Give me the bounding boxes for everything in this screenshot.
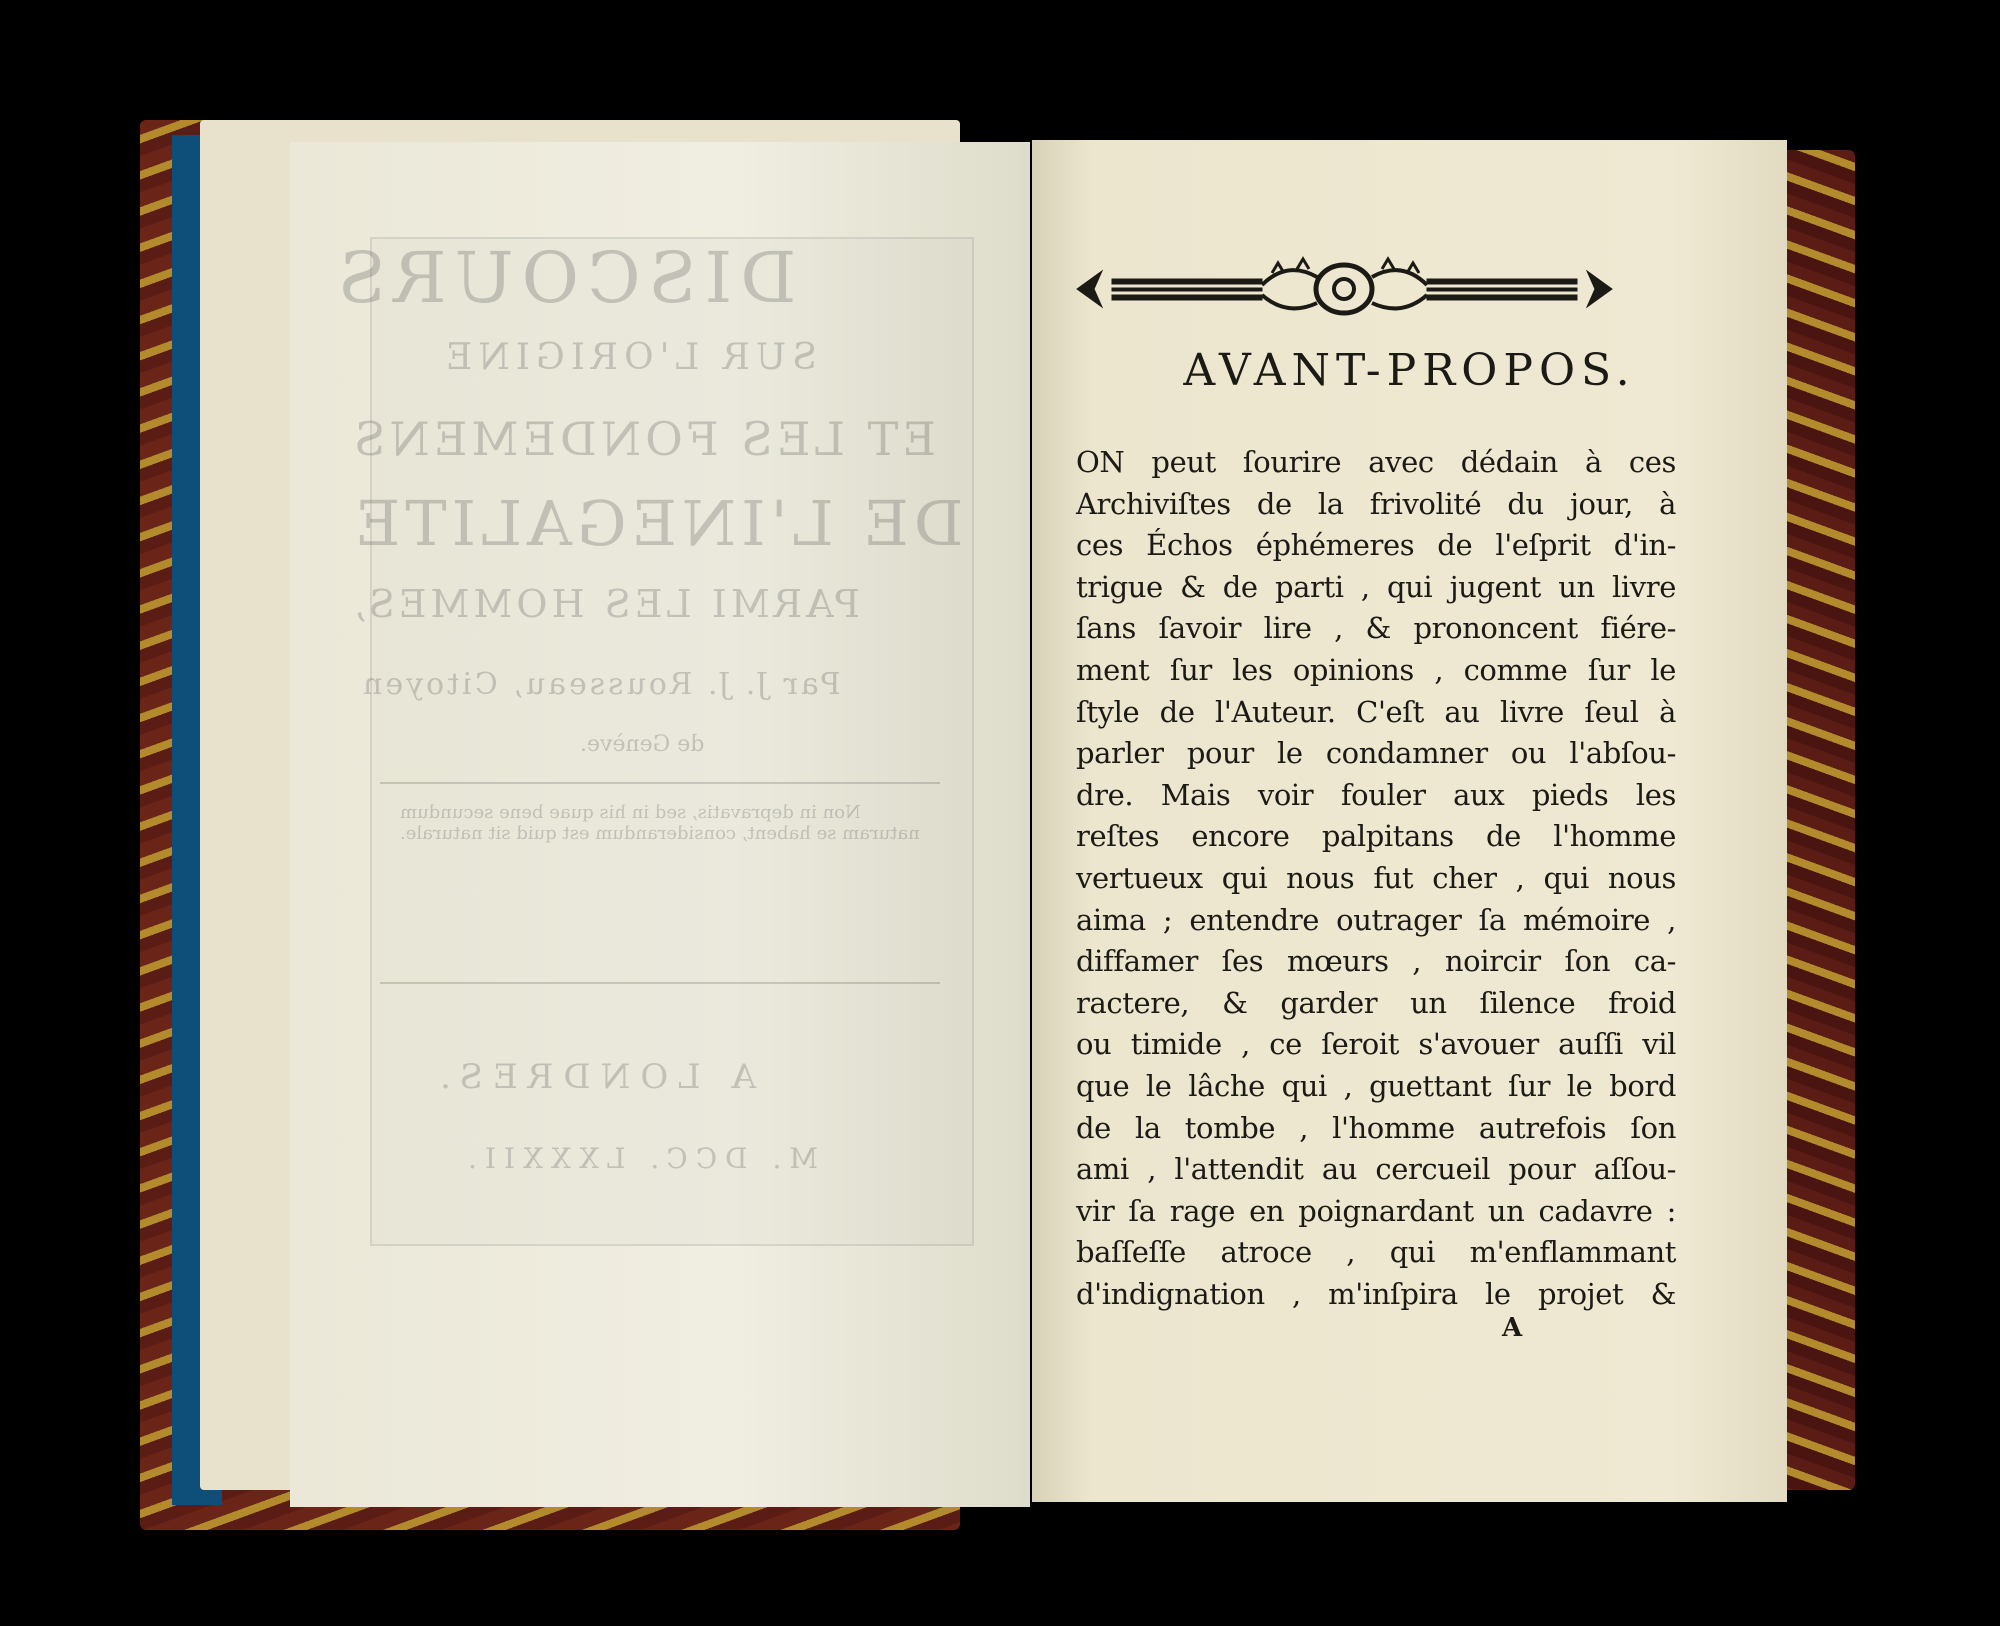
- text-line: ractere, & garder un ſilence froid: [1076, 985, 1676, 1020]
- page-title: AVANT-PROPOS.: [1183, 345, 1636, 396]
- text-line: diffamer ſes mœurs , noircir ſon ca-: [1076, 944, 1676, 979]
- text-line: trigue & de parti , qui jugent un livre: [1076, 569, 1676, 604]
- right-cover-marbled: [1780, 150, 1855, 1490]
- text-line: ami , l'attendit au cercueil pour aſſou-: [1076, 1152, 1676, 1187]
- show-through-line: SUR L'ORIGINE: [440, 337, 817, 378]
- text-line: d'indignation , m'inſpira le projet &: [1076, 1276, 1676, 1311]
- text-line: dre. Mais voir fouler aux pieds les: [1076, 777, 1676, 812]
- show-through-line: A LONDRES.: [430, 1057, 757, 1097]
- text-line: ſtyle de l'Auteur. C'eſt au livre ſeul à: [1076, 694, 1676, 729]
- show-through-line: Non in depravatis, sed in his quae bene secundum naturam se habent, considerandum est quid sit naturale.: [400, 802, 920, 844]
- body-text: [1076, 442, 1676, 1315]
- right-page: [1032, 140, 1787, 1502]
- show-through-line: DISCOURS: [330, 237, 797, 319]
- show-through-rule: [380, 782, 940, 784]
- text-line: de la tombe , l'homme autrefois ſon: [1076, 1110, 1676, 1145]
- show-through-line: Par J. J. Rousseau, Citoyen: [360, 667, 841, 702]
- show-through-rule: [380, 982, 940, 984]
- show-through-line: DE L'INEGALITE: [350, 487, 964, 560]
- text-line: aima ; entendre outrager ſa mémoire ,: [1076, 902, 1676, 937]
- text-line: vertueux qui nous fut cher , qui nous: [1076, 860, 1676, 895]
- text-line: ment ſur les opinions , comme ſur le: [1076, 652, 1676, 687]
- text-line: reſtes encore palpitans de l'homme: [1076, 819, 1676, 854]
- show-through-line: M. DCC. LXXXII.: [460, 1142, 818, 1175]
- headpiece-ornament-icon: [1072, 255, 1617, 325]
- text-line: ON peut ſourire avec dédain à ces: [1076, 445, 1676, 479]
- text-line: vir ſa rage en poignardant un cadavre :: [1076, 1193, 1676, 1228]
- text-line: parler pour le condamner ou l'abſou-: [1076, 736, 1676, 771]
- text-line: ces Échos éphémeres de l'eſprit d'in-: [1076, 528, 1676, 563]
- text-line: ou timide , ce ſeroit s'avouer auſſi vil: [1076, 1027, 1676, 1062]
- text-line: ſans ſavoir lire , & prononcent fiére-: [1076, 611, 1676, 646]
- show-through-line: de Genève.: [580, 732, 705, 757]
- show-through-line: PARMI LES HOMMES,: [350, 582, 860, 626]
- signature-mark: A: [1502, 1313, 1523, 1343]
- text-line: Archiviſtes de la frivolité du jour, à: [1076, 486, 1676, 521]
- show-through-line: ET LES FONDEMENS: [350, 412, 936, 466]
- text-line: que le lâche qui , guettant ſur le bord: [1076, 1068, 1676, 1103]
- text-line: baſſeſſe atroce , qui m'enflammant: [1076, 1235, 1676, 1270]
- left-page: [290, 142, 1030, 1507]
